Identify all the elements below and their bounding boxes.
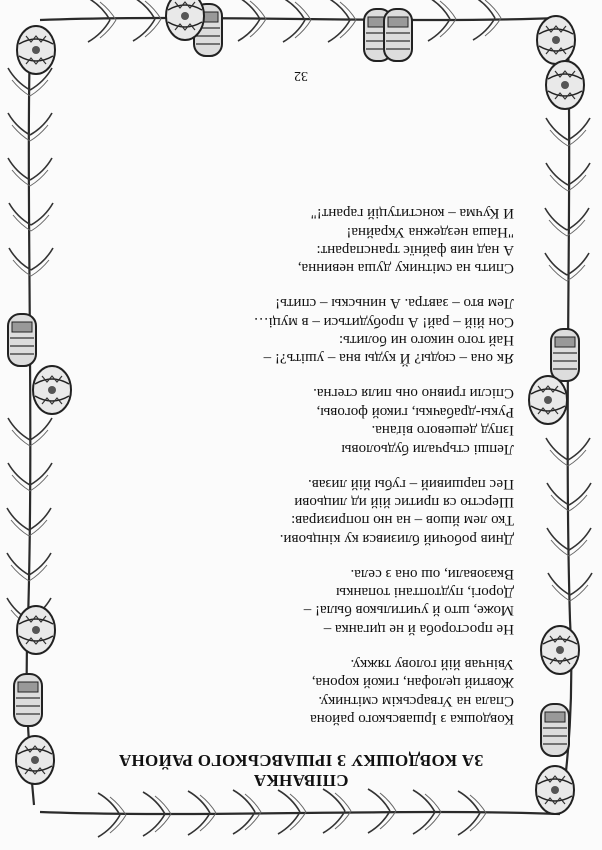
poem-line: Ізпуд дешевого віґана.: [371, 422, 514, 439]
poem-line: Днив робочий близився ку кінцьови.: [279, 530, 514, 547]
stanza: [74, 204, 514, 278]
poem-line: "Наша нездежна Украйна!: [346, 223, 514, 240]
poem-line: Жовтий целофан, гикой корона,: [311, 674, 514, 691]
poem-body: [74, 187, 514, 728]
poem-line: Рукы-драбачкы, гикой фоговы,: [316, 403, 514, 420]
stanza: [74, 294, 514, 368]
poem-line: Дорогі, пудтоптані топанкы: [336, 584, 514, 601]
poem-line: Спісли гривно онь пиля стегна.: [313, 385, 514, 402]
poem-line: Спала на Угварськім смітнику.: [318, 692, 514, 709]
page-number: 32: [294, 68, 308, 83]
poem-line: Лепші стьрчали будьоловы: [341, 440, 514, 457]
poem-title: СПІВАНКА: [253, 771, 349, 790]
poem-line: Не простороба й не циганка –: [323, 620, 514, 637]
poem-line: Лем вто – завтра. А ниньскы – спить!: [275, 295, 514, 312]
poem-line: А над нив файнïє транспарант:: [316, 241, 514, 258]
stanza: [74, 474, 514, 548]
poem-line: Увінчав йiй голову тяжку.: [350, 655, 514, 672]
poem-line: Може, што й учитильков была! –: [303, 602, 514, 619]
stanza: [74, 654, 514, 728]
poem-line: Най того никого ни болить:: [338, 332, 514, 349]
poem-line: Як она – сюды? Й куды вна – ушітъ?! –: [263, 350, 514, 367]
poem-line: Шерстю ся притис йiй ид лицьови: [294, 493, 514, 510]
stanza: [74, 564, 514, 638]
poem-line: Вказовали, ош она з села.: [350, 565, 514, 582]
poem-line: Сон йiй – рай! А пробудитьси – в муці…: [253, 313, 514, 330]
poem-line: Спить на смітнику душа невинна,: [297, 260, 514, 277]
poem-line: Тко лем йшов – на ню попризирав:: [291, 512, 514, 529]
poem-line: Пес паршивий – губы йiй лизав.: [308, 475, 514, 492]
stanza: [74, 384, 514, 458]
poem-page: [70, 30, 532, 800]
title-block: [70, 750, 532, 790]
poem-line: И Кучма – конституцій гарант!": [310, 205, 514, 222]
poem-line: Ковдошка з Іршавського района: [310, 711, 514, 727]
poem-subtitle: ЗА КОВДОШКУ З ІРШАВСЬКОГО РАЙОНА: [118, 751, 484, 770]
